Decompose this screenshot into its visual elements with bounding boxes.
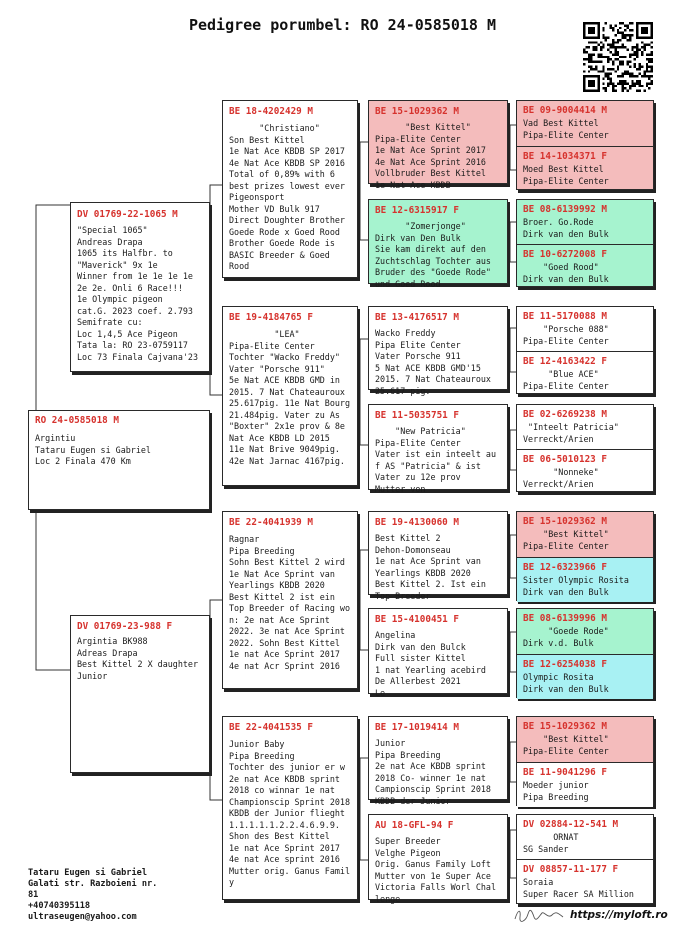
- owner-phone: +40740395118: [28, 901, 91, 911]
- ggp-ring: BE 19-4130060 M: [375, 517, 459, 528]
- g4-ring: BE 09-9004414 M: [523, 105, 607, 116]
- ggp-ring: BE 17-1019414 M: [375, 722, 459, 733]
- g4-info: ORNAT SG Sander: [523, 832, 579, 854]
- g4-ring: BE 14-1034371 F: [523, 151, 607, 162]
- ggp-ring: BE 12-6315917 F: [375, 205, 459, 216]
- g4-info: "Goed Rood" Dirk van den Bulk: [523, 262, 609, 284]
- gp-info: "LEA" Pipa-Elite Center Tochter "Wacko Freddy" Vater "Porsche 911" 5e Nat ACE KBDB GMD in 2015. 7 Nat Chateauroux 25.617pig. 11e Nat Bourg 21.484pig. Vater zu As "Boxter" 2x1e prov & 8e Nat Ace KBDB LD 2015 11e Nat Brive 9049pig. 42e Nat Jarnac 4167pig.: [229, 329, 351, 466]
- g4-info: "Nonneke" Verreckt/Arien: [523, 467, 599, 489]
- sire-ring: DV 01769-22-1065 M: [77, 209, 178, 220]
- ggp-ring: BE 13-4176517 M: [375, 312, 459, 323]
- footer-url[interactable]: https://myloft.ro: [570, 909, 668, 921]
- g4-ring: DV 08857-11-177 F: [523, 864, 619, 875]
- subject-ring: RO 24-0585018 M: [35, 415, 119, 426]
- ggp-info: "Best Kittel" Pipa-Elite Center 1e Nat Ace Sprint 2017 4e Nat Ace Sprint 2016 Vollbruder Best Kittel 1e Nat Ace KBDB: [375, 122, 486, 190]
- sire-card: [70, 202, 210, 372]
- gp-card-dam-sire: [222, 511, 358, 689]
- g4-ring: BE 10-6272008 F: [523, 249, 607, 260]
- g4-info: "Blue ACE" Pipa-Elite Center: [523, 369, 609, 391]
- ggp-card: [368, 306, 508, 396]
- g4-ring: BE 02-6269238 M: [523, 409, 607, 420]
- ggp-info: Best Kittel 2 Dehon-Domonseau 1e nat Ace Sprint van Yearlings KBDB 2020 Best Kittel 2. Ist ein Top Breeder: [375, 533, 486, 601]
- g4-info: "Goede Rode" Dirk v.d. Bulk: [523, 626, 609, 648]
- g4-ring: BE 12-6323966 F: [523, 562, 607, 573]
- gp-info: "Christiano" Son Best Kittel 1e Nat Ace KBDB SP 2017 4e Nat Ace KBDB SP 2016 Total of 0,89% with 6 best prizes lowest ever Pigeonsport Mother VD Bulk 917 Direct Doughter Brother Goede Rode x Goed Rood Brother Goede Rode is BASIC Breeder & Goed Rood: [229, 123, 345, 271]
- g4-info: Moed Best Kittel Pipa-Elite Center: [523, 164, 609, 186]
- gp-info: Junior Baby Pipa Breeding Tochter des junior er w 2e nat Ace KBDB sprint 2018 co winnar 1e nat Championscip Sprint 2018 KBDB der Junior flieght 1.1.1.1.1.2.2.4.6.9.9. Shon des Best Kittel 1e nat Ace Sprint 2017 4e nat Ace sprint 2016 Mutter orig. Ganus Famil y: [229, 739, 351, 887]
- ggp-info: Junior Pipa Breeding 2e nat Ace KBDB sprint 2018 Co- winner 1e nat Campionscip Sprint 2018 KBDB der Junior: [375, 738, 491, 806]
- g4-info: Moeder junior Pipa Breeding: [523, 780, 589, 802]
- g4-card-pair: [516, 306, 654, 394]
- gp-info: Ragnar Pipa Breeding Sohn Best Kittel 2 wird 1e Nat Ace Sprint van Yearlings KBDB 2020 Best Kittel 2 ist ein Top Breeder of Racing wo n: 2e nat Ace Sprint 2022. 3e nat Ace Sprint 2022. Sohn Best Kittel 1e nat Ace Sprint 2017 4e nat Acr Sprint 2016: [229, 534, 351, 671]
- ggp-ring: BE 15-4100451 F: [375, 614, 459, 625]
- ggp-ring: BE 15-1029362 M: [375, 106, 459, 117]
- g4-ring: BE 11-5170088 M: [523, 311, 607, 322]
- dam-info: Argintia BK988 Adreas Drapa Best Kittel 2 X daughter Junior: [77, 636, 199, 681]
- ggp-card: [368, 511, 508, 601]
- sire-info: "Special 1065" Andreas Drapa 1065 its Halfbr. to "Maverick" 9x 1e Winner from 1e 1e 1e 1e 2e 2e. Onli 6 Race!!! 1e Olympic pigeon cat.G. 2023 coef. 2.793 Semifrate cu: Loc 1,4,5 Ace Pigeon Tata la: RO 23-0759117 Loc 73 Finala Cajvana'23: [77, 225, 199, 362]
- owner-name: Tataru Eugen si Gabriel: [28, 868, 147, 878]
- g4-card-pair: [516, 404, 654, 492]
- ggp-card: [368, 716, 508, 806]
- g4-ring: BE 15-1029362 M: [523, 721, 607, 732]
- page-title: Pedigree porumbel: RO 24-0585018 M: [188, 16, 497, 34]
- g4-ring: BE 12-4163422 F: [523, 356, 607, 367]
- ggp-card: [368, 404, 508, 494]
- g4-info: Vad Best Kittel Pipa-Elite Center: [523, 118, 609, 140]
- ggp-card: [368, 814, 508, 904]
- g4-ring: BE 12-6254038 F: [523, 659, 607, 670]
- gp-ring: BE 22-4041939 M: [229, 517, 313, 528]
- g4-ring: BE 08-6139996 M: [523, 613, 607, 624]
- g4-card-pair: [516, 511, 654, 601]
- g4-card-pair: [516, 814, 654, 904]
- g4-ring: BE 08-6139992 M: [523, 204, 607, 215]
- g4-card-pair: [516, 199, 654, 287]
- ggp-info: Angelina Dirk van den Bulck Full sister Kittel 1 nat Yearling acebird De Allerbest 2021 Le: [375, 630, 486, 698]
- g4-ring: DV 02884-12-541 M: [523, 819, 619, 830]
- owner-address-number: 81: [28, 890, 39, 900]
- ggp-card: [368, 199, 508, 289]
- owner-address: Galati str. Razboieni nr.: [28, 879, 158, 889]
- owner-email: ultraseugen@yahoo.com: [28, 912, 137, 922]
- gp-ring: BE 22-4041535 F: [229, 722, 313, 733]
- gp-card-sire-dam: [222, 306, 358, 486]
- ggp-card: [368, 100, 508, 190]
- signature-icon: [512, 905, 566, 925]
- subject-card: [28, 410, 210, 510]
- owner-contact: [28, 868, 157, 923]
- g4-card-pair: [516, 716, 654, 806]
- g4-info: Broer. Go.Rode Dirk van den Bulk: [523, 217, 609, 239]
- g4-ring: BE 11-9041296 F: [523, 767, 607, 778]
- ggp-card: [368, 608, 508, 698]
- g4-card-pair: [516, 100, 654, 190]
- ggp-ring: AU 18-GFL-94 F: [375, 820, 454, 831]
- dam-card: [70, 615, 210, 773]
- gp-ring: BE 18-4202429 M: [229, 106, 313, 117]
- ggp-info: Wacko Freddy Pipa Elite Center Vater Porsche 911 5 Nat ACE KBDB GMD'15 2015. 7 Nat Chateauroux 25.617 pig.: [375, 328, 491, 396]
- g4-card-pair: [516, 608, 654, 698]
- gp-card-sire-sire: [222, 100, 358, 278]
- gp-card-dam-dam: [222, 716, 358, 900]
- g4-info: Soraia Super Racer SA Million: [523, 877, 634, 899]
- g4-ring: BE 06-5010123 F: [523, 454, 607, 465]
- gp-ring: BE 19-4184765 F: [229, 312, 313, 323]
- g4-ring: BE 15-1029362 M: [523, 516, 607, 527]
- g4-info: "Best Kittel" Pipa-Elite Center: [523, 529, 609, 551]
- subject-info: Argintiu Tataru Eugen si Gabriel Loc 2 Finala 470 Km: [35, 433, 151, 466]
- g4-info: "Inteelt Patricia" Verreckt/Arien: [523, 422, 619, 444]
- g4-info: "Best Kittel" Pipa-Elite Center: [523, 734, 609, 756]
- ggp-ring: BE 11-5035751 F: [375, 410, 459, 421]
- ggp-info: "Zomerjonge" Dirk van Den Bulk Sie kam direkt auf den Zuchtschlag Tochter aus Bruder des "Goede Rode" und Goed Rood: [375, 221, 491, 289]
- ggp-info: Super Breeder Velghe Pigeon Orig. Ganus Family Loft Mutter von 1e Super Ace Victoria Falls Worl Chal lenge: [375, 836, 497, 904]
- g4-info: Sister Olympic Rosita Dirk van den Bulk: [523, 575, 629, 597]
- g4-info: "Porsche 088" Pipa-Elite Center: [523, 324, 609, 346]
- dam-ring: DV 01769-23-988 F: [77, 621, 173, 632]
- g4-info: Olympic Rosita Dirk van den Bulk: [523, 672, 609, 694]
- ggp-info: "New Patricia" Pipa-Elite Center Vater ist ein inteelt au f AS "Patricia" & ist Vater zu 12e prov Mutter von: [375, 426, 497, 494]
